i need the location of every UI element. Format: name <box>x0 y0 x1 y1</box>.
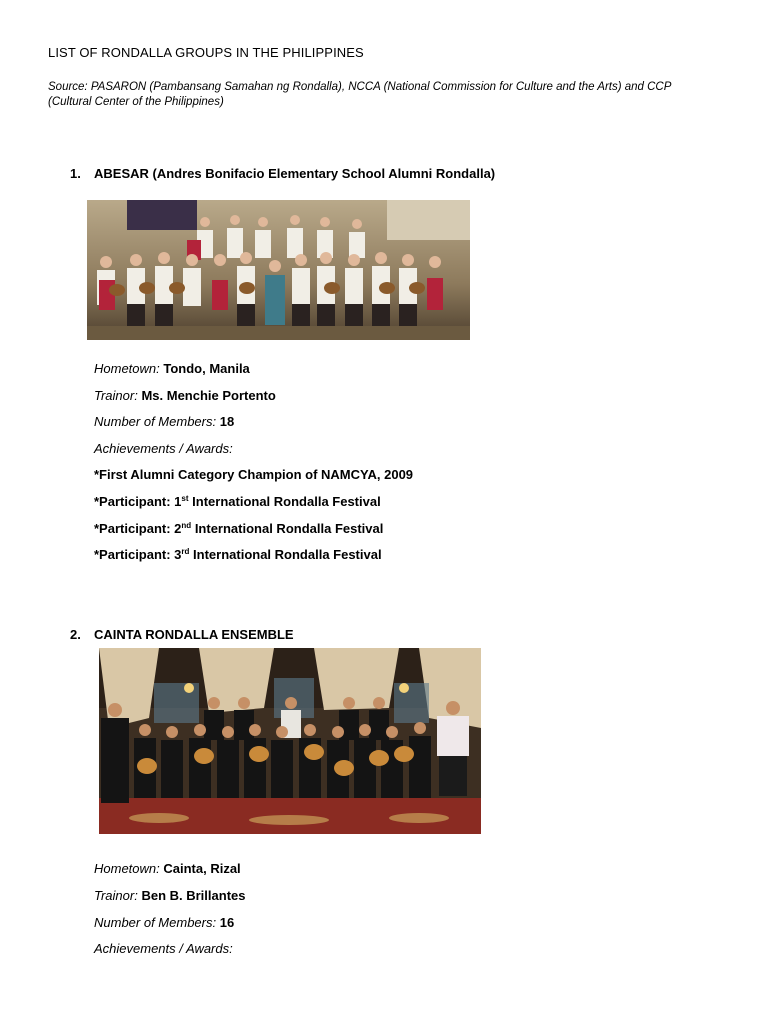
trainor-label: Trainor: <box>94 388 138 403</box>
achievement-suffix: International Rondalla Festival <box>191 521 384 536</box>
achievement-text: *Participant: 2 <box>94 521 182 536</box>
group-photo-abesar <box>87 200 470 340</box>
entry-heading-1 <box>70 166 495 181</box>
hometown-label: Hometown: <box>94 861 160 876</box>
trainor-label: Trainor: <box>94 888 138 903</box>
trainor-row-2 <box>94 887 245 905</box>
hometown-label: Hometown: <box>94 361 160 376</box>
achievement-ordinal: nd <box>181 521 192 530</box>
achievement-text: *Participant: 1 <box>94 494 182 509</box>
achievement-item <box>94 521 383 536</box>
members-value: 18 <box>219 414 235 429</box>
trainor-value: Ben B. Brillantes <box>141 888 246 903</box>
trainor-row-1 <box>94 387 276 405</box>
achievement-text: *First Alumni Category Champion of NAMCYA, 2009 <box>94 467 414 482</box>
members-label: Number of Members: <box>94 915 217 930</box>
source-line-1: Source: PASARON (Pambansang Samahan ng Rondalla), NCCA (National Commission for Culture and the Arts) and CCP <box>48 81 672 93</box>
achievements-label-2 <box>94 940 233 958</box>
entry-number: 2. <box>70 627 81 642</box>
hometown-value: Tondo, Manila <box>163 361 250 376</box>
entry-name: ABESAR (Andres Bonifacio Elementary School Alumni Rondalla) <box>94 166 496 181</box>
trainor-value: Ms. Menchie Portento <box>141 388 276 403</box>
page-title: LIST OF RONDALLA GROUPS IN THE PHILIPPINES <box>48 45 364 60</box>
members-row-2 <box>94 914 234 932</box>
achievement-ordinal: rd <box>181 547 190 556</box>
hometown-row-1 <box>94 360 250 378</box>
hometown-row-2 <box>94 860 241 878</box>
achievement-item <box>94 467 413 482</box>
achievement-ordinal: st <box>181 494 189 503</box>
achievement-text: *Participant: 3 <box>94 547 182 562</box>
source-note <box>48 80 718 110</box>
achievement-suffix: International Rondalla Festival <box>189 547 382 562</box>
achievement-suffix: International Rondalla Festival <box>188 494 381 509</box>
hometown-value: Cainta, Rizal <box>163 861 241 876</box>
entry-number: 1. <box>70 166 81 181</box>
achievement-item <box>94 547 382 562</box>
source-line-2: (Cultural Center of the Philippines) <box>48 96 224 108</box>
members-row-1 <box>94 413 234 431</box>
achievements-label-text: Achievements / Awards: <box>94 941 233 956</box>
members-label: Number of Members: <box>94 414 217 429</box>
achievements-label-1 <box>94 440 233 458</box>
entry-name: CAINTA RONDALLA ENSEMBLE <box>94 627 294 642</box>
members-value: 16 <box>219 915 235 930</box>
group-photo-cainta <box>99 648 481 834</box>
entry-heading-2 <box>70 627 294 642</box>
achievement-item <box>94 494 381 509</box>
achievements-label-text: Achievements / Awards: <box>94 441 233 456</box>
